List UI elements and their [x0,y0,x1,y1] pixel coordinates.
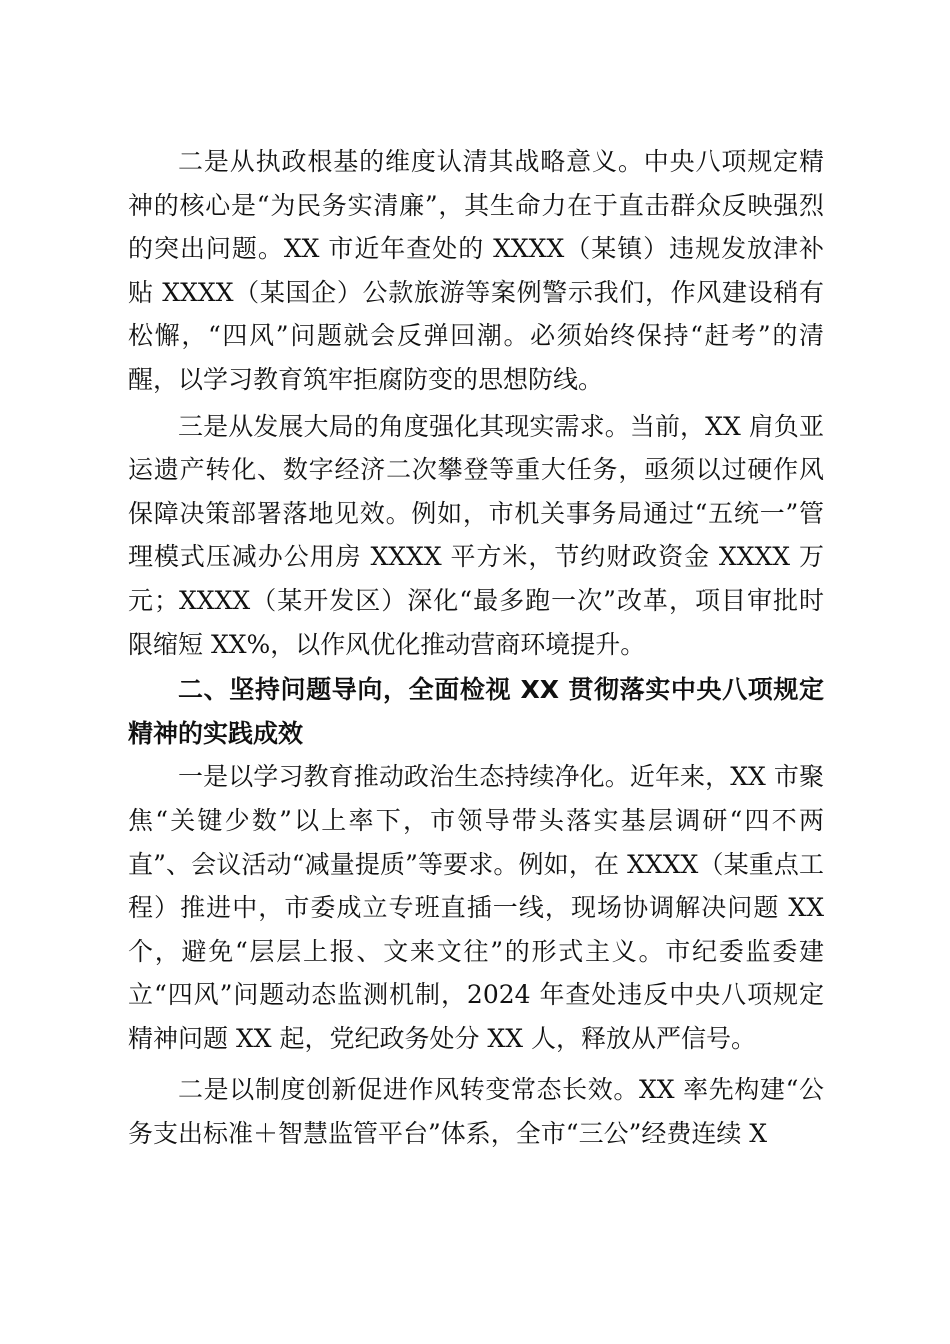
paragraph-text: 中央八项规定精神的核心是“为民务实清廉”，其生命力在于直击群众反映强烈的突出问题。XX 市近年查处的 XXXX（某镇）违规发放津补贴 XXXX（某国企）公款旅游等案例警示我们，作风建设稍有松懈，“四风”问题就会反弹回潮。必须始终保持“赶考”的清醒，以学习教育筑牢拒腐防变的思想防线。 [128,147,824,394]
paragraph-practical-needs [128,405,824,667]
paragraph-lead: 二是从执政根基的维度认清其战略意义。 [178,147,644,176]
document-body [128,140,824,1156]
paragraph-political-ecology [128,755,824,1060]
paragraph-strategic-significance [128,140,824,402]
paragraph-lead: 二是以制度创新促进作风转变常态长效。 [178,1075,639,1105]
paragraph-text: 当前，XX 肩负亚运遗产转化、数字经济二次攀登等重大任务，亟须以过硬作风保障决策部署落地见效。例如，市机关事务局通过“五统一”管理模式压减办公用房 XXXX 平方米，节约财政资金 XXXX 万元；XXXX（某开发区）深化“最多跑一次”改革，项目审批时限缩短 XX%，以作风优化推动营商环境提升。 [128,411,824,659]
section-heading: 二、坚持问题导向，全面检视 XX 贯彻落实中央八项规定精神的实践成效 [128,675,824,748]
paragraph-institutional-innovation [128,1068,824,1155]
paragraph-text: 近年来，XX 市聚焦“关键少数”以上率下，市领导带头落实基层调研“四不两直”、会议活动“减量提质”等要求。例如，在 XXXX（某重点工程）推进中，市委成立专班直插一线，现场协调解决问题 XX 个，避免“层层上报、文来文往”的形式主义。市纪委监委建立“四风”问题动态监测机制，2024 年查处违反中央八项规定精神问题 XX 起，党纪政务处分 XX 人，释放从严信号。 [128,762,824,1053]
paragraph-text: XX 率先构建“公务支出标准＋智慧监管平台”体系，全市“三公”经费连续 X [128,1075,824,1149]
paragraph-lead: 三是从发展大局的角度强化其现实需求。 [178,411,630,441]
paragraph-lead: 一是以学习教育推动政治生态持续净化。 [178,762,630,792]
